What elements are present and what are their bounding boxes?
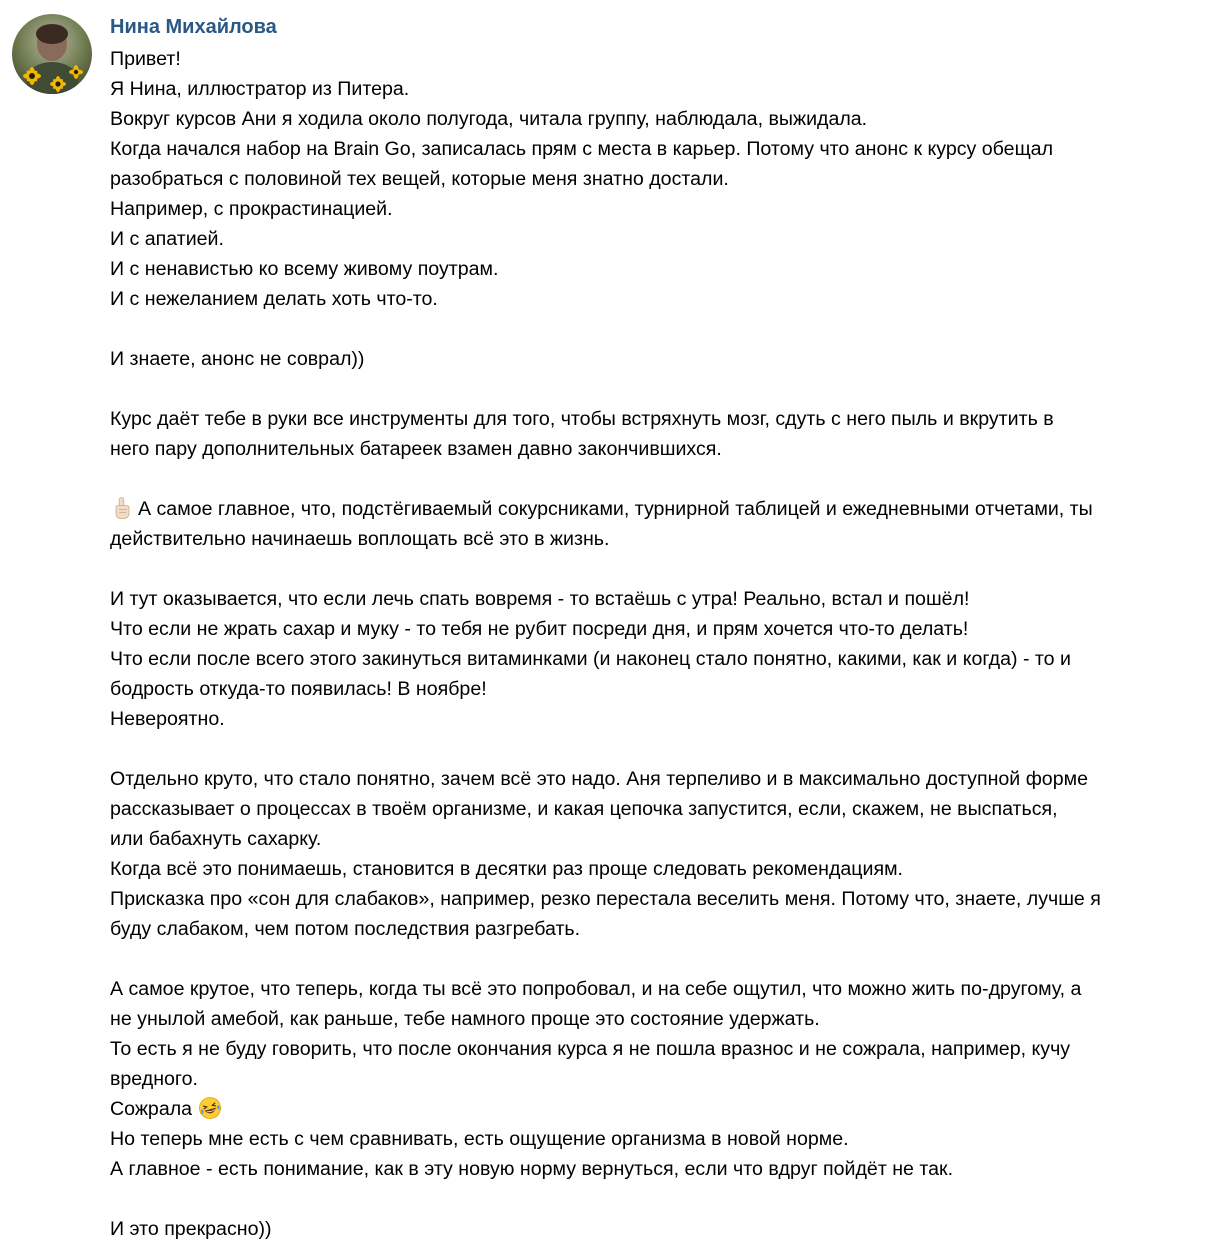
message-line: То есть я не буду говорить, что после окончания курса я не пошла вразнос и не сожрала, например, кучу xyxy=(110,1038,1071,1060)
message-blank-line xyxy=(110,944,1210,974)
message-blank-line xyxy=(110,734,1210,764)
message-line: бодрость откуда-то появилась! В ноябре! xyxy=(110,678,487,700)
message-line: Когда всё это понимаешь, становится в десятки раз проще следовать рекомендациям. xyxy=(110,858,903,880)
message-blank-line xyxy=(110,314,1210,344)
message-line: Курс даёт тебе в руки все инструменты для того, чтобы встряхнуть мозг, сдуть с него пыль и вкрутить в xyxy=(110,408,1054,430)
message-line: Привет! xyxy=(110,48,181,70)
message-line-with-emoji xyxy=(110,1094,1210,1124)
message-line: Но теперь мне есть с чем сравнивать, есть ощущение организма в новой норме. xyxy=(110,1128,849,1150)
message-line: него пару дополнительных батареек взамен давно закончившихся. xyxy=(110,438,722,460)
message-text xyxy=(110,44,1210,1244)
message-line: Когда начался набор на Brain Go, записалась прям с места в карьер. Потому что анонс к курсу обещал xyxy=(110,138,1054,160)
author-name-link[interactable]: Нина Михайлова xyxy=(110,16,277,38)
message-line: Вокруг курсов Ани я ходила около полугода, читала группу, наблюдала, выжидала. xyxy=(110,108,868,130)
message-line: И с ненавистью ко всему живому поутрам. xyxy=(110,258,499,280)
message-line: А главное - есть понимание, как в эту новую норму вернуться, если что вдруг пойдёт не так. xyxy=(110,1158,954,1180)
author-avatar[interactable] xyxy=(12,14,92,94)
message-line: Присказка про «сон для слабаков», например, резко перестала веселить меня. Потому что, знаете, лучше я xyxy=(110,888,1101,910)
message-line: вредного. xyxy=(110,1068,198,1090)
message-line: И тут оказывается, что если лечь спать вовремя - то встаёшь с утра! Реально, встал и пошёл! xyxy=(110,588,970,610)
message-line: Что если после всего этого закинуться витаминками (и наконец стало понятно, какими, как и когда) - то и xyxy=(110,648,1071,670)
message-line: буду слабаком, чем потом последствия разгребать. xyxy=(110,918,581,940)
message-line: И с апатией. xyxy=(110,228,224,250)
message-line: Например, с прокрастинацией. xyxy=(110,198,393,220)
message-blank-line xyxy=(110,554,1210,584)
message-line: И знаете, анонс не соврал)) xyxy=(110,348,365,370)
avatar-photo-icon xyxy=(12,14,92,94)
message-blank-line xyxy=(110,374,1210,404)
message-line: А самое крутое, что теперь, когда ты всё это попробовал, и на себе ощутил, что можно жить по-другому, а xyxy=(110,978,1082,1000)
message-line: И с нежеланием делать хоть что-то. xyxy=(110,288,438,310)
message-line-text: Сожрала xyxy=(110,1098,193,1120)
message-line: действительно начинаешь воплощать всё это в жизнь. xyxy=(110,528,610,550)
message-line: рассказывает о процессах в твоём организме, и какая цепочка запустится, если, скажем, не выспаться, xyxy=(110,798,1058,820)
message-line-with-emoji xyxy=(110,494,1210,524)
message-line: И это прекрасно)) xyxy=(110,1218,272,1240)
message-line-text: А самое главное, что, подстёгиваемый сокурсниками, турнирной таблицей и ежедневными отчетами, ты xyxy=(138,498,1093,520)
message-line: Я Нина, иллюстратор из Питера. xyxy=(110,78,410,100)
message-line: разобраться с половиной тех вещей, которые меня знатно достали. xyxy=(110,168,729,190)
message-line: или бабахнуть сахарку. xyxy=(110,828,322,850)
message-line: Отдельно круто, что стало понятно, зачем всё это надо. Аня терпеливо и в максимально доступной форме xyxy=(110,768,1088,790)
message-line: не унылой амебой, как раньше, тебе намного проще это состояние удержать. xyxy=(110,1008,820,1030)
message-blank-line xyxy=(110,1184,1210,1214)
message-line: Что если не жрать сахар и муку - то тебя не рубит посреди дня, и прям хочется что-то делать! xyxy=(110,618,969,640)
message-line: Невероятно. xyxy=(110,708,225,730)
message-blank-line xyxy=(110,464,1210,494)
index-finger-up-icon xyxy=(110,496,134,520)
laughing-tears-icon xyxy=(198,1096,222,1120)
